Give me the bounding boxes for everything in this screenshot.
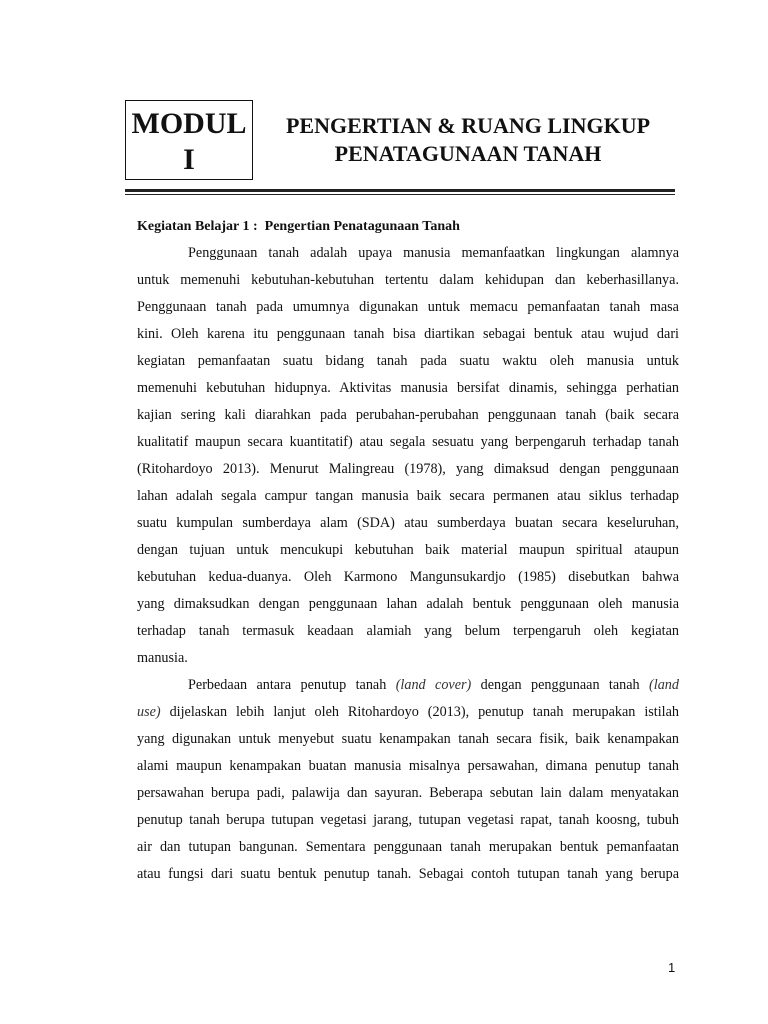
modul-number: I xyxy=(183,143,195,176)
paragraph-1-line: suatu kumpulan sumberdaya alam (SDA) atau sumberdaya buatan secara keseluruhan, xyxy=(137,515,679,531)
paragraph-1-line: kajian sering kali diarahkan pada perubahan-perubahan penggunaan tanah (baik secara xyxy=(137,407,679,423)
modul-label-box xyxy=(125,100,253,180)
term-land-use-part-1: (land xyxy=(649,677,679,693)
paragraph-1-line: kualitatif maupun secara kuantitatif) atau segala sesuatu yang berpengaruh terhadap tanah xyxy=(137,434,679,450)
paragraph-2-line: yang digunakan untuk menyebut suatu kenampakan tanah secara fisik, baik kenampakan xyxy=(137,731,679,747)
paragraph-2-line: alami maupun kenampakan buatan manusia misalnya persawahan, dimana penutup tanah xyxy=(137,758,679,774)
paragraph-2-line xyxy=(137,699,679,726)
header-divider-thin xyxy=(125,194,675,195)
paragraph-1-line: yang dimaksudkan dengan penggunaan lahan adalah bentuk penggunaan oleh manusia xyxy=(137,596,679,612)
paragraph-2-text: dengan penggunaan tanah xyxy=(471,677,650,693)
paragraph-1-line: kini. Oleh karena itu penggunaan tanah bisa diartikan sebagai bentuk atau wujud dari xyxy=(137,326,679,342)
paragraph-2-line xyxy=(137,672,679,699)
chapter-title-line-1: PENGERTIAN & RUANG LINGKUP xyxy=(285,113,651,138)
paragraph-1-line: lahan adalah segala campur tangan manusia baik secara permanen atau siklus terhadap xyxy=(137,488,679,504)
header-divider-thick xyxy=(125,189,675,192)
paragraph-1-line: dengan tujuan untuk mencukupi kebutuhan baik material maupun spiritual ataupun xyxy=(137,542,679,558)
paragraph-1-line: terhadap tanah termasuk keadaan alamiah yang belum terpengaruh oleh kegiatan xyxy=(137,623,679,639)
section-heading: Kegiatan Belajar 1 : Pengertian Penatagunaan Tanah xyxy=(137,219,460,234)
paragraph-1-line: memenuhi kebutuhan hidupnya. Aktivitas manusia bersifat dinamis, sehingga perhatian xyxy=(137,380,679,396)
paragraph-2-text: Perbedaan antara penutup tanah xyxy=(188,677,396,693)
paragraph-1-line: Penggunaan tanah pada umumnya digunakan untuk memacu pemanfaatan tanah masa xyxy=(137,299,679,315)
paragraph-1-line: manusia. xyxy=(137,650,188,666)
page-number: 1 xyxy=(668,960,676,975)
chapter-title-line-2: PENATAGUNAAN TANAH xyxy=(334,141,602,166)
chapter-title xyxy=(268,112,668,168)
body-text xyxy=(137,240,679,888)
modul-label: MODUL xyxy=(131,107,247,140)
term-land-use-part-2: use) xyxy=(137,704,161,720)
paragraph-2-line: atau fungsi dari suatu bentuk penutup tanah. Sebagai contoh tutupan tanah yang berupa xyxy=(137,866,679,882)
paragraph-1-line: (Ritohardoyo 2013). Menurut Malingreau (1978), yang dimaksud dengan penggunaan xyxy=(137,461,679,477)
paragraph-2-line: persawahan berupa padi, palawija dan sayuran. Beberapa sebutan lain dalam menyatakan xyxy=(137,785,679,801)
term-land-cover: (land cover) xyxy=(395,677,472,693)
paragraph-1-line: Penggunaan tanah adalah upaya manusia memanfaatkan lingkungan alamnya xyxy=(188,245,679,261)
paragraph-1-line: kegiatan pemanfaatan suatu bidang tanah pada suatu waktu oleh manusia untuk xyxy=(137,353,679,369)
paragraph-2-line: penutup tanah berupa tutupan vegetasi jarang, tutupan vegetasi rapat, tanah koosng, tubuh xyxy=(137,812,679,828)
paragraph-2-text: dijelaskan lebih lanjut oleh Ritohardoyo (2013), penutup tanah merupakan istilah xyxy=(160,704,679,720)
paragraph-1-line: kebutuhan kedua-duanya. Oleh Karmono Mangunsukardjo (1985) disebutkan bahwa xyxy=(137,569,679,585)
paragraph-2-line: air dan tutupan bangunan. Sementara penggunaan tanah merupakan bentuk pemanfaatan xyxy=(137,839,679,855)
paragraph-1-line: untuk memenuhi kebutuhan-kebutuhan tertentu dalam kehidupan dan keberhasillanya. xyxy=(137,272,679,288)
